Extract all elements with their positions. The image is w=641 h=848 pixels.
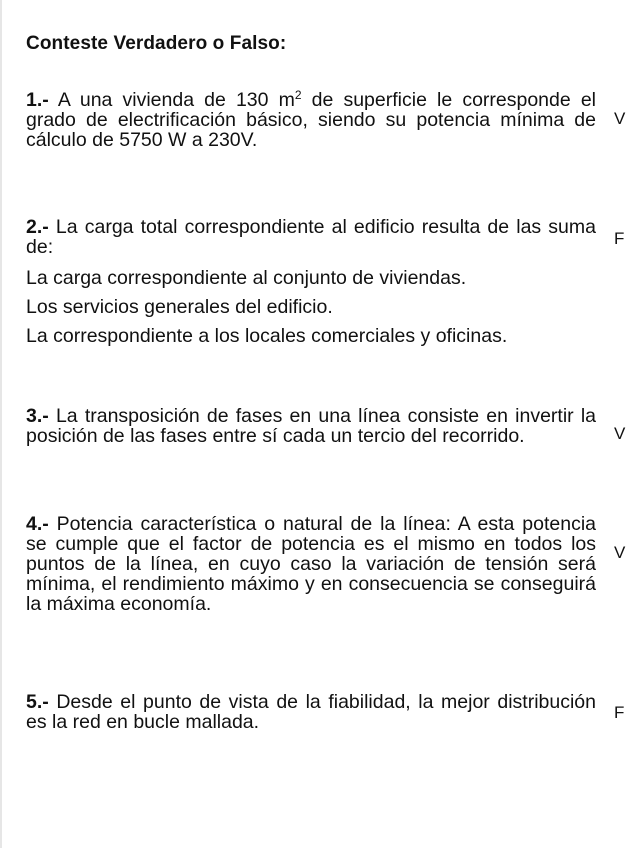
- question-4: [26, 514, 596, 614]
- question-1-superscript: 2: [294, 88, 302, 102]
- question-3-answer: V: [614, 424, 626, 443]
- question-2-number: 2.-: [26, 216, 49, 238]
- question-2-item-1: La carga correspondiente al conjunto de viviendas.: [26, 267, 467, 289]
- question-3-number: 3.-: [26, 405, 49, 427]
- question-4-text: Potencia característica o natural de la línea: A esta potencia se cumple que el factor de potencia es el mismo en todos los puntos de la línea, en cuyo caso la variación de tensión será mínima, el rendimiento máximo y en consecuencia se conseguirá la máxima economía.: [26, 513, 597, 615]
- question-2-text: La carga total correspondiente al edificio resulta de las suma de:: [26, 216, 596, 258]
- question-2-answer: F: [614, 229, 625, 248]
- page-title: Conteste Verdadero o Falso:: [26, 33, 287, 54]
- question-1: [26, 90, 596, 150]
- question-5-answer: F: [614, 703, 625, 722]
- question-1-number: 1.-: [26, 89, 49, 111]
- question-2: [26, 217, 596, 346]
- question-1-text-start: A una vivienda de 130 m: [57, 89, 295, 111]
- question-3: [26, 406, 596, 446]
- question-5: [26, 692, 596, 732]
- question-2-item-2: Los servicios generales del edificio.: [26, 296, 333, 318]
- question-5-number: 5.-: [26, 691, 49, 713]
- question-1-text-end: de superficie le corresponde el grado de electrificación básico, siendo su potencia mínima de cálculo de 5750 W a 230V.: [26, 89, 597, 151]
- page-edge: [0, 0, 2, 848]
- question-4-number: 4.-: [26, 513, 49, 535]
- question-5-text: Desde el punto de vista de la fiabilidad, la mejor distribución es la red en bucle mallada.: [26, 691, 596, 733]
- question-2-item-3: La correspondiente a los locales comerciales y oficinas.: [26, 325, 508, 347]
- question-4-answer: V: [614, 543, 626, 562]
- question-1-answer: V: [614, 109, 626, 128]
- question-3-text: La transposición de fases en una línea consiste en invertir la posición de las fases entre sí cada un tercio del recorrido.: [26, 405, 597, 447]
